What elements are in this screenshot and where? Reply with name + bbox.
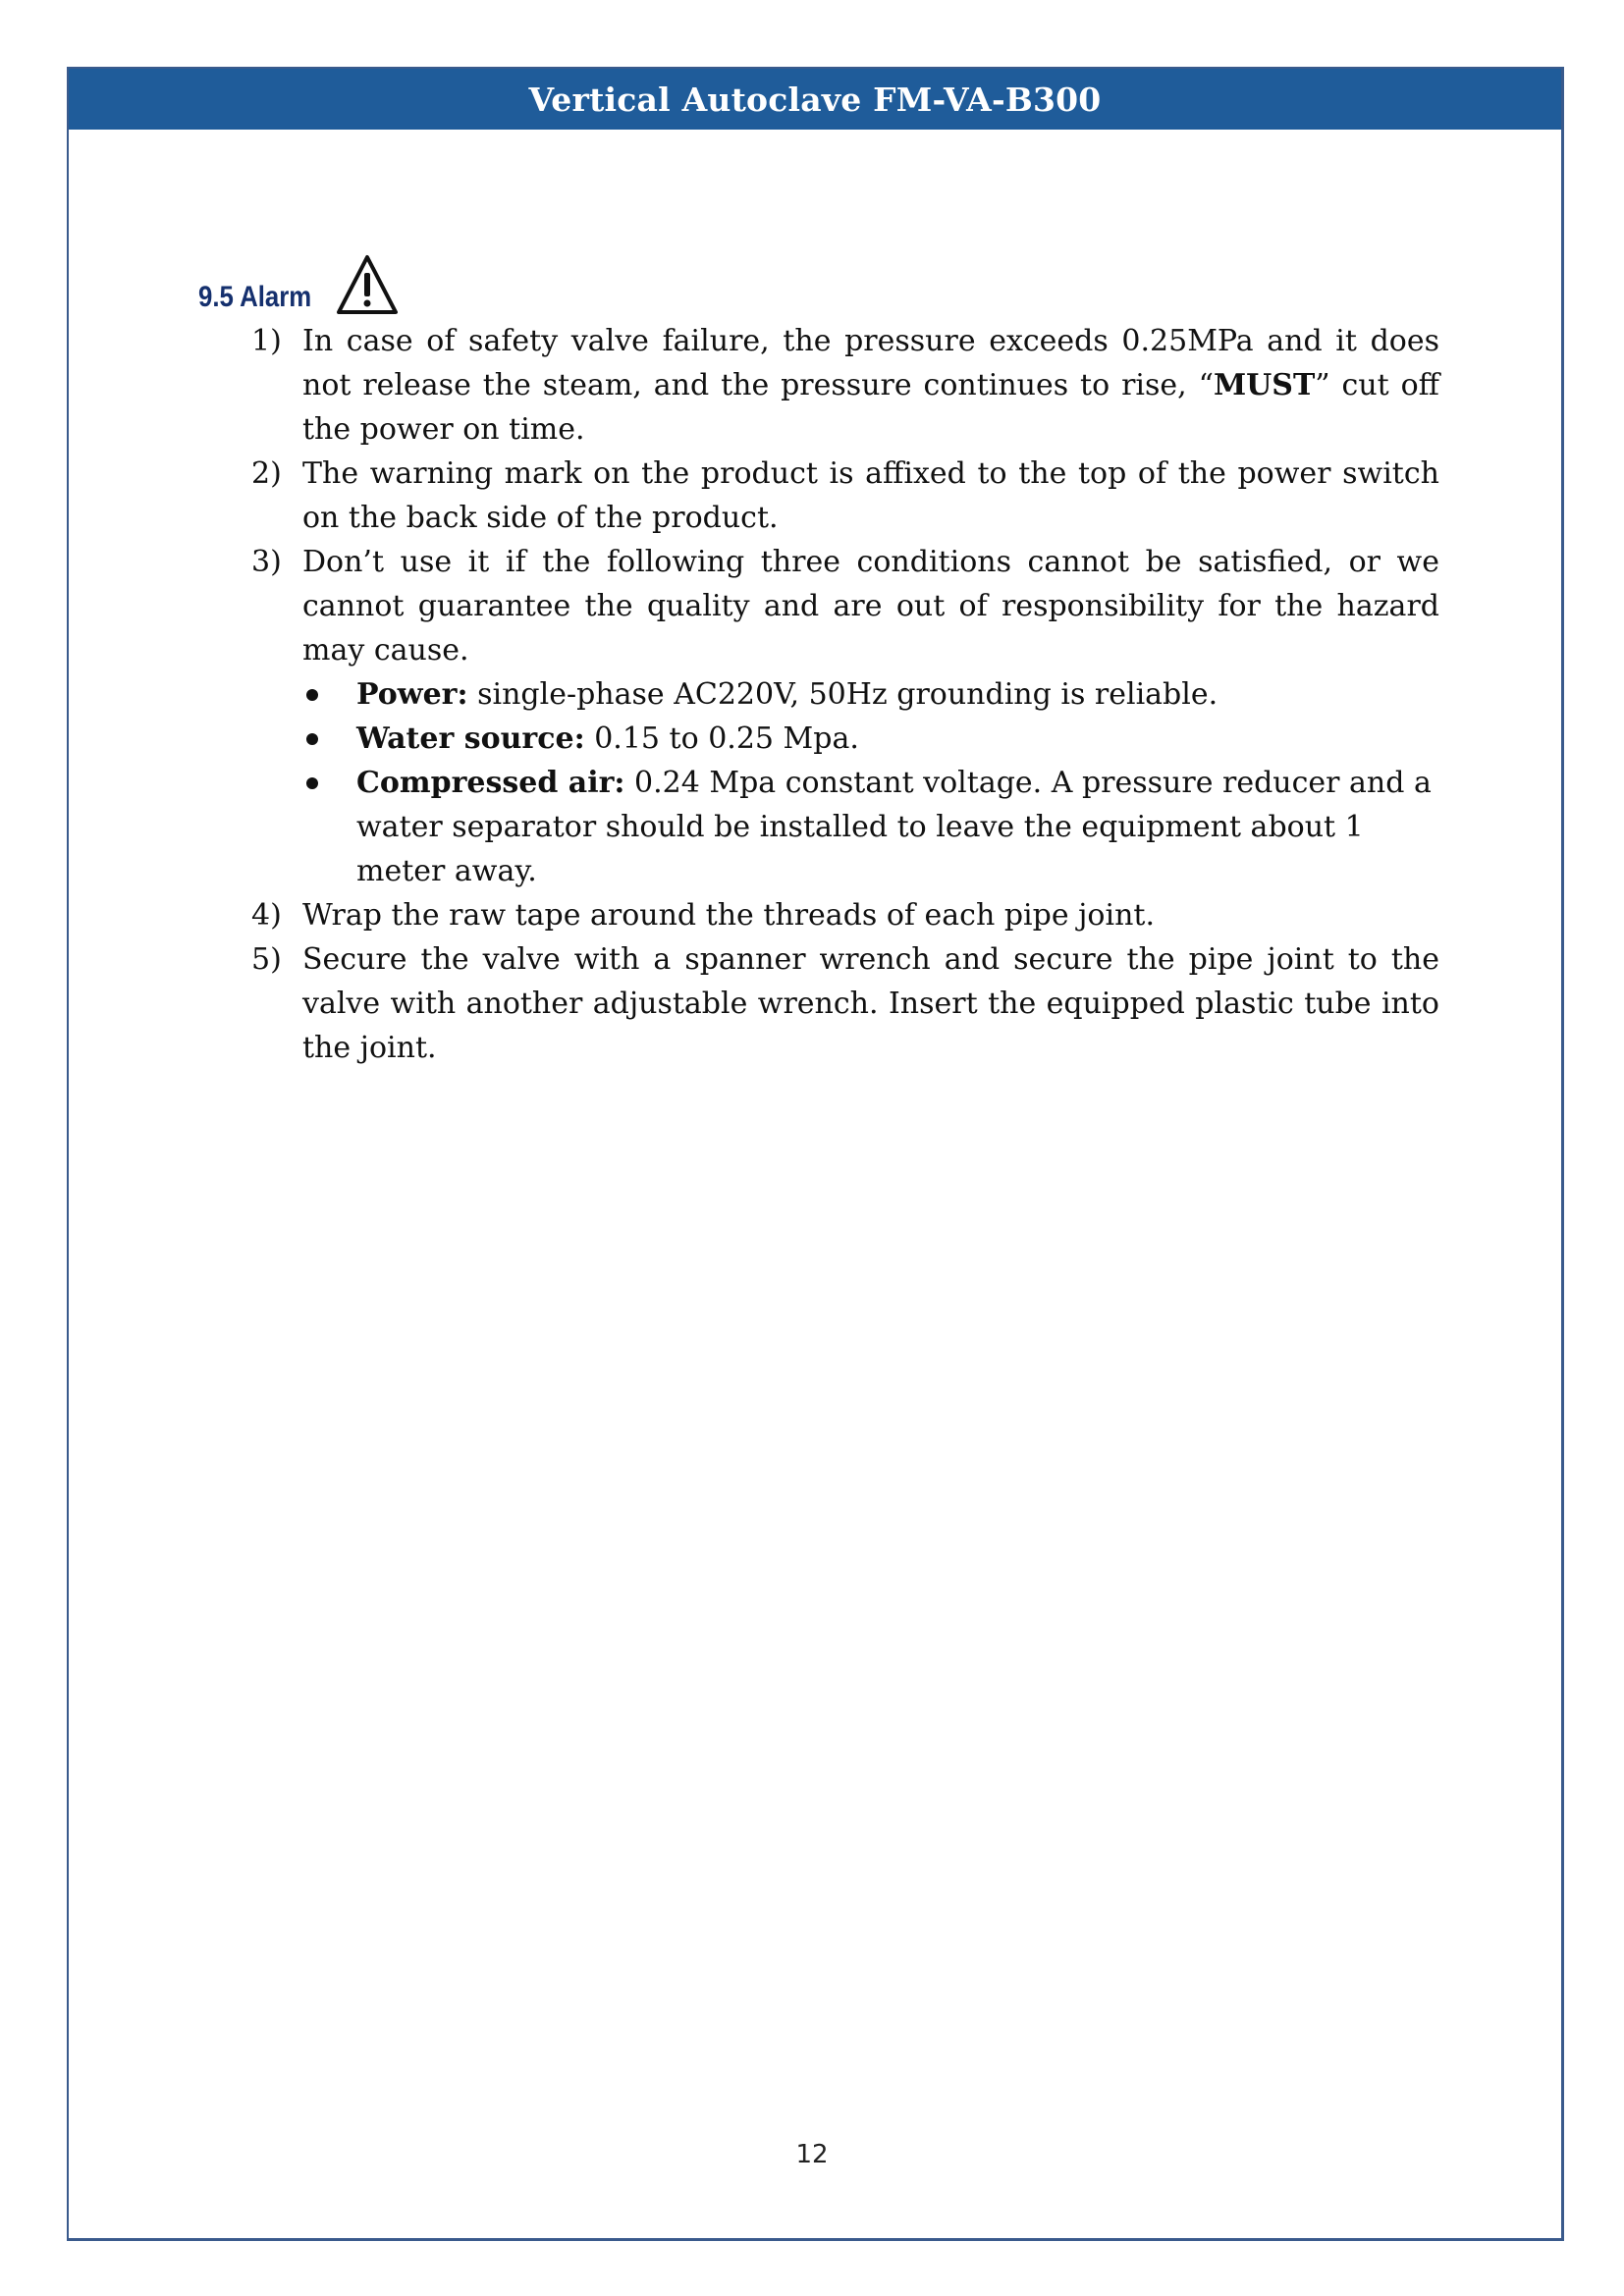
alarm-content (251, 319, 1439, 1070)
list-item-2 (251, 452, 1439, 540)
list-item-1 (251, 319, 1439, 452)
item-number: 2) (251, 456, 282, 491)
bullet-icon (306, 689, 318, 701)
item-text: Secure the valve with a spanner wrench and secure the pipe joint to the valve with another adjustable wrench. Insert the equipped plastic tube into the joint. (302, 942, 1439, 1065)
condition-label: Compressed air: (356, 766, 625, 800)
page-number: 12 (795, 2140, 829, 2169)
item-text: In case of safety valve failure, the pressure exceeds 0.25MPa and it does not release the steam, and the pressure continues to rise, “ (302, 324, 1439, 402)
item-number: 4) (251, 898, 282, 933)
condition-text: 0.15 to 0.25 Mpa. (584, 721, 859, 756)
list-item-3 (251, 540, 1439, 672)
item-text: ” cut off the power on time. (302, 368, 1439, 447)
list-item-5 (251, 937, 1439, 1070)
item-text: The warning mark on the product is affixed to the top of the power switch on the back side of the product. (302, 456, 1439, 535)
document-title: Vertical Autoclave FM-VA-B300 (528, 80, 1102, 119)
list-item-4 (251, 893, 1439, 937)
header-bar (69, 69, 1561, 130)
item-text: Wrap the raw tape around the threads of each pipe joint. (302, 898, 1155, 933)
section-title: 9.5 Alarm (198, 281, 312, 313)
condition-compressed-air (302, 761, 1439, 893)
condition-label: Water source: (356, 721, 585, 756)
section-heading (198, 253, 399, 316)
condition-text: single-phase AC220V, 50Hz grounding is reliable. (467, 677, 1218, 712)
item-number: 3) (251, 545, 282, 579)
emphasis-must: MUST (1213, 368, 1316, 402)
item-number: 5) (251, 942, 282, 977)
condition-power (302, 672, 1439, 717)
item-text: Don’t use it if the following three conditions cannot be satisfied, or we cannot guarantee the quality and are out of responsibility for the hazard may cause. (302, 545, 1439, 667)
condition-water-source (302, 717, 1439, 761)
bullet-icon (306, 733, 318, 745)
condition-label: Power: (356, 677, 468, 712)
condition-text: 0.24 Mpa constant voltage. A pressure reducer and a water separator should be installed to leave the equipment about 1 meter away. (356, 766, 1432, 888)
bullet-icon (306, 777, 318, 789)
item-number: 1) (251, 324, 282, 358)
warning-triangle-icon (336, 253, 399, 316)
